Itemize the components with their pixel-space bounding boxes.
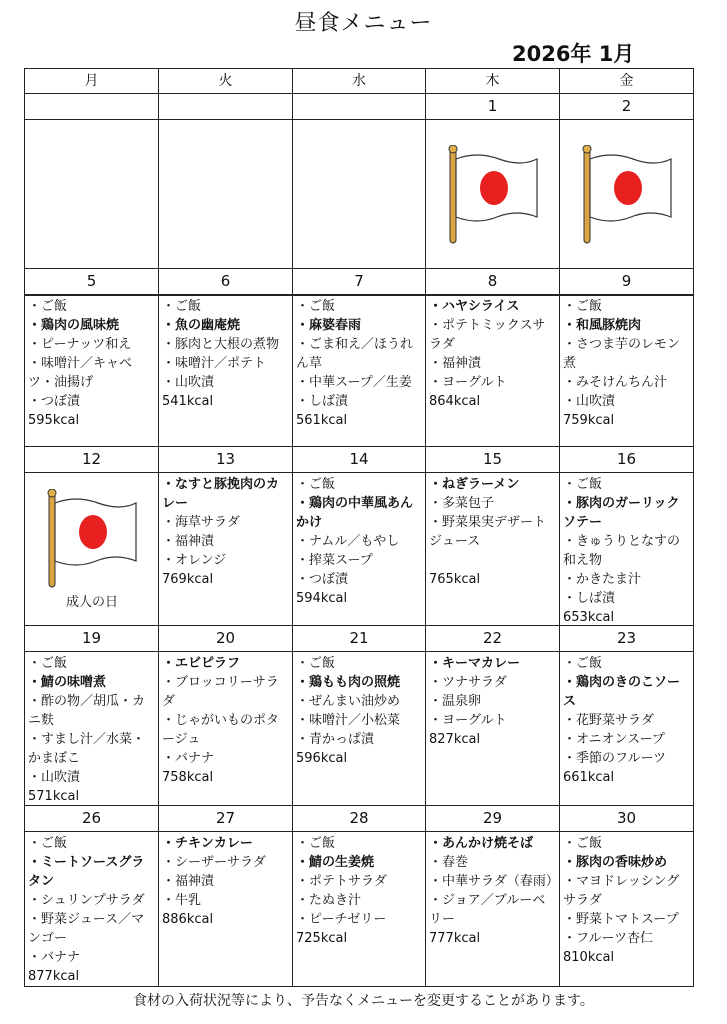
menu-item: ・フルーツ杏仁	[563, 931, 653, 946]
main-dish: ・鯖の生姜焼	[296, 855, 375, 870]
menu-item: ・味噌汁／キャベツ・油揚げ	[28, 356, 133, 390]
menu-cell	[426, 651, 560, 806]
date-number: 26	[25, 806, 159, 832]
menu-item: ・オレンジ	[162, 553, 227, 568]
calorie-value: 561kcal	[296, 413, 348, 428]
menu-cell	[560, 472, 693, 626]
date-number: 12	[25, 447, 159, 473]
menu-item: ・野菜トマトスープ	[563, 912, 679, 927]
date-row	[25, 447, 693, 472]
menu-item: ・ヨーグルト	[429, 713, 507, 728]
menu-item: ・ブロッコリーサラダ	[162, 675, 279, 709]
menu-item: ・つぼ漬	[28, 394, 81, 409]
weekday-fri: 金	[619, 73, 634, 89]
calorie-value: 765kcal	[429, 572, 481, 587]
menu-item: ・ご飯	[28, 299, 68, 314]
date-number: 8	[426, 269, 560, 296]
menu-item: ・温泉卵	[429, 694, 482, 709]
holiday-name: 成人の日	[65, 594, 118, 610]
menu-cell	[25, 119, 159, 269]
menu-cell	[560, 831, 693, 986]
holiday-block	[429, 122, 557, 268]
date-number: 30	[560, 806, 693, 832]
menu-item: ・ジョア／ブルーベリー	[429, 893, 546, 927]
date-number: 20	[159, 626, 293, 652]
menu-item: ・山吹漬	[162, 375, 215, 390]
menu-item: ・ご飯	[563, 656, 603, 671]
menu-item: ・ご飯	[296, 299, 336, 314]
month-label: 2026年 1月	[512, 42, 635, 66]
calorie-value: 864kcal	[429, 394, 481, 409]
menu-row	[25, 831, 693, 986]
date-number	[293, 94, 426, 120]
menu-cell	[426, 472, 560, 626]
menu-calendar	[24, 68, 694, 987]
menu-item: ・ご飯	[296, 836, 336, 851]
menu-item: ・しば漬	[296, 394, 349, 409]
date-row	[25, 94, 693, 119]
menu-cell	[293, 651, 426, 806]
menu-item: ・オニオンスープ	[563, 732, 665, 747]
menu-item: ・ポテトサラダ	[296, 874, 387, 889]
japan-flag-icon	[447, 145, 539, 245]
date-number: 14	[293, 447, 426, 473]
date-number: 2	[560, 94, 693, 120]
menu-cell	[159, 651, 293, 806]
menu-item: ・ピーチゼリー	[296, 912, 387, 927]
menu-item: ・ピーナッツ和え	[28, 337, 132, 352]
menu-item: ・野菜果実デザートジュース	[429, 515, 547, 549]
menu-item: ・ご飯	[162, 299, 202, 314]
date-number: 28	[293, 806, 426, 832]
menu-item: ・搾菜スープ	[296, 553, 373, 568]
menu-item: ・酢の物／胡瓜・カニ麩	[28, 694, 146, 728]
main-dish: ・和風豚焼肉	[563, 318, 642, 333]
main-dish: ・鶏肉の中華風あんかけ	[296, 496, 414, 530]
menu-cell	[25, 831, 159, 986]
menu-item: ・すまし汁／水菜・かまぼこ	[28, 732, 146, 766]
menu-item: ・福神漬	[429, 356, 482, 371]
date-number: 27	[159, 806, 293, 832]
main-dish: ・鶏もも肉の照焼	[296, 675, 401, 690]
calorie-value: 653kcal	[563, 610, 615, 625]
menu-item: ・味噌汁／小松菜	[296, 713, 401, 728]
menu-item: ・野菜ジュース／マンゴー	[28, 912, 145, 946]
menu-item	[429, 551, 557, 570]
date-number: 19	[25, 626, 159, 652]
menu-item: ・海草サラダ	[162, 515, 240, 530]
calorie-value: 886kcal	[162, 912, 214, 927]
menu-item: ・ご飯	[296, 656, 336, 671]
menu-cell	[293, 831, 426, 986]
menu-row	[25, 294, 693, 447]
menu-cell	[426, 119, 560, 269]
menu-cell	[293, 294, 426, 447]
menu-item: ・中華サラダ（春雨）	[429, 874, 559, 889]
menu-item: ・花野菜サラダ	[563, 713, 654, 728]
menu-item: ・つぼ漬	[296, 572, 349, 587]
menu-item: ・ヨーグルト	[429, 375, 507, 390]
menu-cell	[25, 651, 159, 806]
menu-cell	[159, 294, 293, 447]
main-dish: ・エビピラフ	[162, 656, 241, 671]
menu-item: ・ご飯	[563, 836, 603, 851]
holiday-block	[563, 122, 691, 268]
menu-item: ・ぜんまい油炒め	[296, 694, 401, 709]
menu-cell	[560, 119, 693, 269]
calorie-value: 571kcal	[28, 789, 80, 804]
date-number: 21	[293, 626, 426, 652]
menu-row	[25, 472, 693, 626]
menu-row	[25, 651, 693, 806]
menu-item: ・シーザーサラダ	[162, 855, 266, 870]
main-dish: ・ねぎラーメン	[429, 477, 520, 492]
calorie-value: 758kcal	[162, 770, 214, 785]
menu-item: ・きゅうりとなすの和え物	[563, 534, 681, 568]
menu-item: ・ツナサラダ	[429, 675, 507, 690]
page-title: 昼食メニュー	[294, 11, 433, 36]
calorie-value: 661kcal	[563, 770, 615, 785]
weekday-tue: 火	[159, 69, 293, 93]
calorie-value: 810kcal	[563, 950, 615, 965]
calorie-value: 759kcal	[563, 413, 615, 428]
japan-flag-icon	[46, 489, 138, 589]
menu-item: ・たぬき汁	[296, 893, 362, 908]
main-dish: ・鶏肉の風味焼	[28, 318, 120, 333]
date-number	[25, 94, 159, 120]
menu-item: ・青かっぱ漬	[296, 732, 375, 747]
menu-item: ・ナムル／もやし	[296, 534, 400, 549]
menu-item: ・みそけんちん汁	[563, 375, 668, 390]
menu-item: ・中華スープ／生姜	[296, 375, 412, 390]
main-dish: ・鶏肉のきのこソース	[563, 675, 681, 709]
menu-cell	[426, 831, 560, 986]
menu-item: ・ご飯	[28, 836, 68, 851]
main-dish: ・麻婆春雨	[296, 318, 362, 333]
menu-cell	[159, 119, 293, 269]
menu-item: ・福神漬	[162, 534, 215, 549]
date-number: 13	[159, 447, 293, 473]
menu-item: ・じゃがいものポタージュ	[162, 713, 280, 747]
menu-item: ・春巻	[429, 855, 469, 870]
menu-cell	[25, 294, 159, 447]
japan-flag-icon	[581, 145, 673, 245]
menu-item: ・味噌汁／ポテト	[162, 356, 267, 371]
date-row	[25, 269, 693, 294]
menu-cell	[159, 472, 293, 626]
calorie-value: 769kcal	[162, 572, 214, 587]
menu-item: ・豚肉と大根の煮物	[162, 337, 280, 352]
main-dish: ・なすと豚挽肉のカレー	[162, 477, 280, 511]
main-dish: ・豚肉の香味炒め	[563, 855, 668, 870]
menu-item: ・しば漬	[563, 591, 616, 606]
calorie-value: 777kcal	[429, 931, 481, 946]
holiday-block	[28, 475, 156, 625]
calendar-weeks	[25, 94, 693, 986]
weekday-header	[25, 69, 693, 94]
main-dish: ・キーマカレー	[429, 656, 521, 671]
date-number	[159, 94, 293, 120]
menu-cell	[426, 294, 560, 447]
menu-item: ・ごま和え／ほうれん草	[296, 337, 414, 371]
menu-cell	[293, 472, 426, 626]
menu-item: ・牛乳	[162, 893, 202, 908]
menu-item: ・福神漬	[162, 874, 215, 889]
date-number: 29	[426, 806, 560, 832]
menu-row	[25, 119, 693, 269]
menu-item: ・ポテトミックスサラダ	[429, 318, 546, 352]
menu-item: ・バナナ	[162, 751, 215, 766]
calorie-value: 594kcal	[296, 591, 348, 606]
date-number: 1	[426, 94, 560, 120]
menu-cell	[560, 651, 693, 806]
date-number: 9	[560, 269, 693, 296]
date-number: 7	[293, 269, 426, 296]
date-number: 16	[560, 447, 693, 473]
menu-item: ・シュリンプサラダ	[28, 893, 145, 908]
menu-item: ・ご飯	[563, 477, 603, 492]
menu-item: ・季節のフルーツ	[563, 751, 666, 766]
menu-item: ・さつま芋のレモン煮	[563, 337, 681, 371]
main-dish: ・魚の幽庵焼	[162, 318, 241, 333]
weekday-mon: 月	[25, 69, 159, 93]
main-dish: ・豚肉のガーリックソテー	[563, 496, 680, 530]
menu-item: ・山吹漬	[563, 394, 616, 409]
menu-cell	[560, 294, 693, 447]
weekday-thu: 木	[426, 69, 560, 93]
main-dish: ・チキンカレー	[162, 836, 253, 851]
menu-item: ・多菜包子	[429, 496, 495, 511]
menu-item: ・ご飯	[296, 477, 336, 492]
weekday-wed: 水	[293, 69, 426, 93]
date-row	[25, 626, 693, 651]
menu-item: ・ご飯	[28, 656, 68, 671]
date-number: 15	[426, 447, 560, 473]
menu-cell	[159, 831, 293, 986]
menu-item: ・山吹漬	[28, 770, 81, 785]
menu-item: ・ご飯	[563, 299, 603, 314]
main-dish: ・ハヤシライス	[429, 299, 520, 314]
footer-note: 食材の入荷状況等により、予告なくメニューを変更することがあります。	[133, 993, 594, 1009]
main-dish: ・あんかけ焼そば	[429, 836, 534, 851]
date-number: 6	[159, 269, 293, 296]
menu-item: ・かきたま汁	[563, 572, 642, 587]
main-dish: ・鯖の味噌煮	[28, 675, 107, 690]
date-number: 23	[560, 626, 693, 652]
menu-cell	[25, 472, 159, 626]
calorie-value: 595kcal	[28, 413, 80, 428]
calorie-value: 725kcal	[296, 931, 348, 946]
date-number: 22	[426, 626, 560, 652]
calorie-value: 541kcal	[162, 394, 214, 409]
menu-item: ・バナナ	[28, 950, 81, 965]
calorie-value: 877kcal	[28, 969, 80, 984]
menu-cell	[293, 119, 426, 269]
calorie-value: 596kcal	[296, 751, 348, 766]
calorie-value: 827kcal	[429, 732, 481, 747]
date-row	[25, 806, 693, 831]
main-dish: ・ミートソースグラタン	[28, 855, 145, 889]
menu-item: ・マヨドレッシングサラダ	[563, 874, 680, 908]
date-number: 5	[25, 269, 159, 296]
